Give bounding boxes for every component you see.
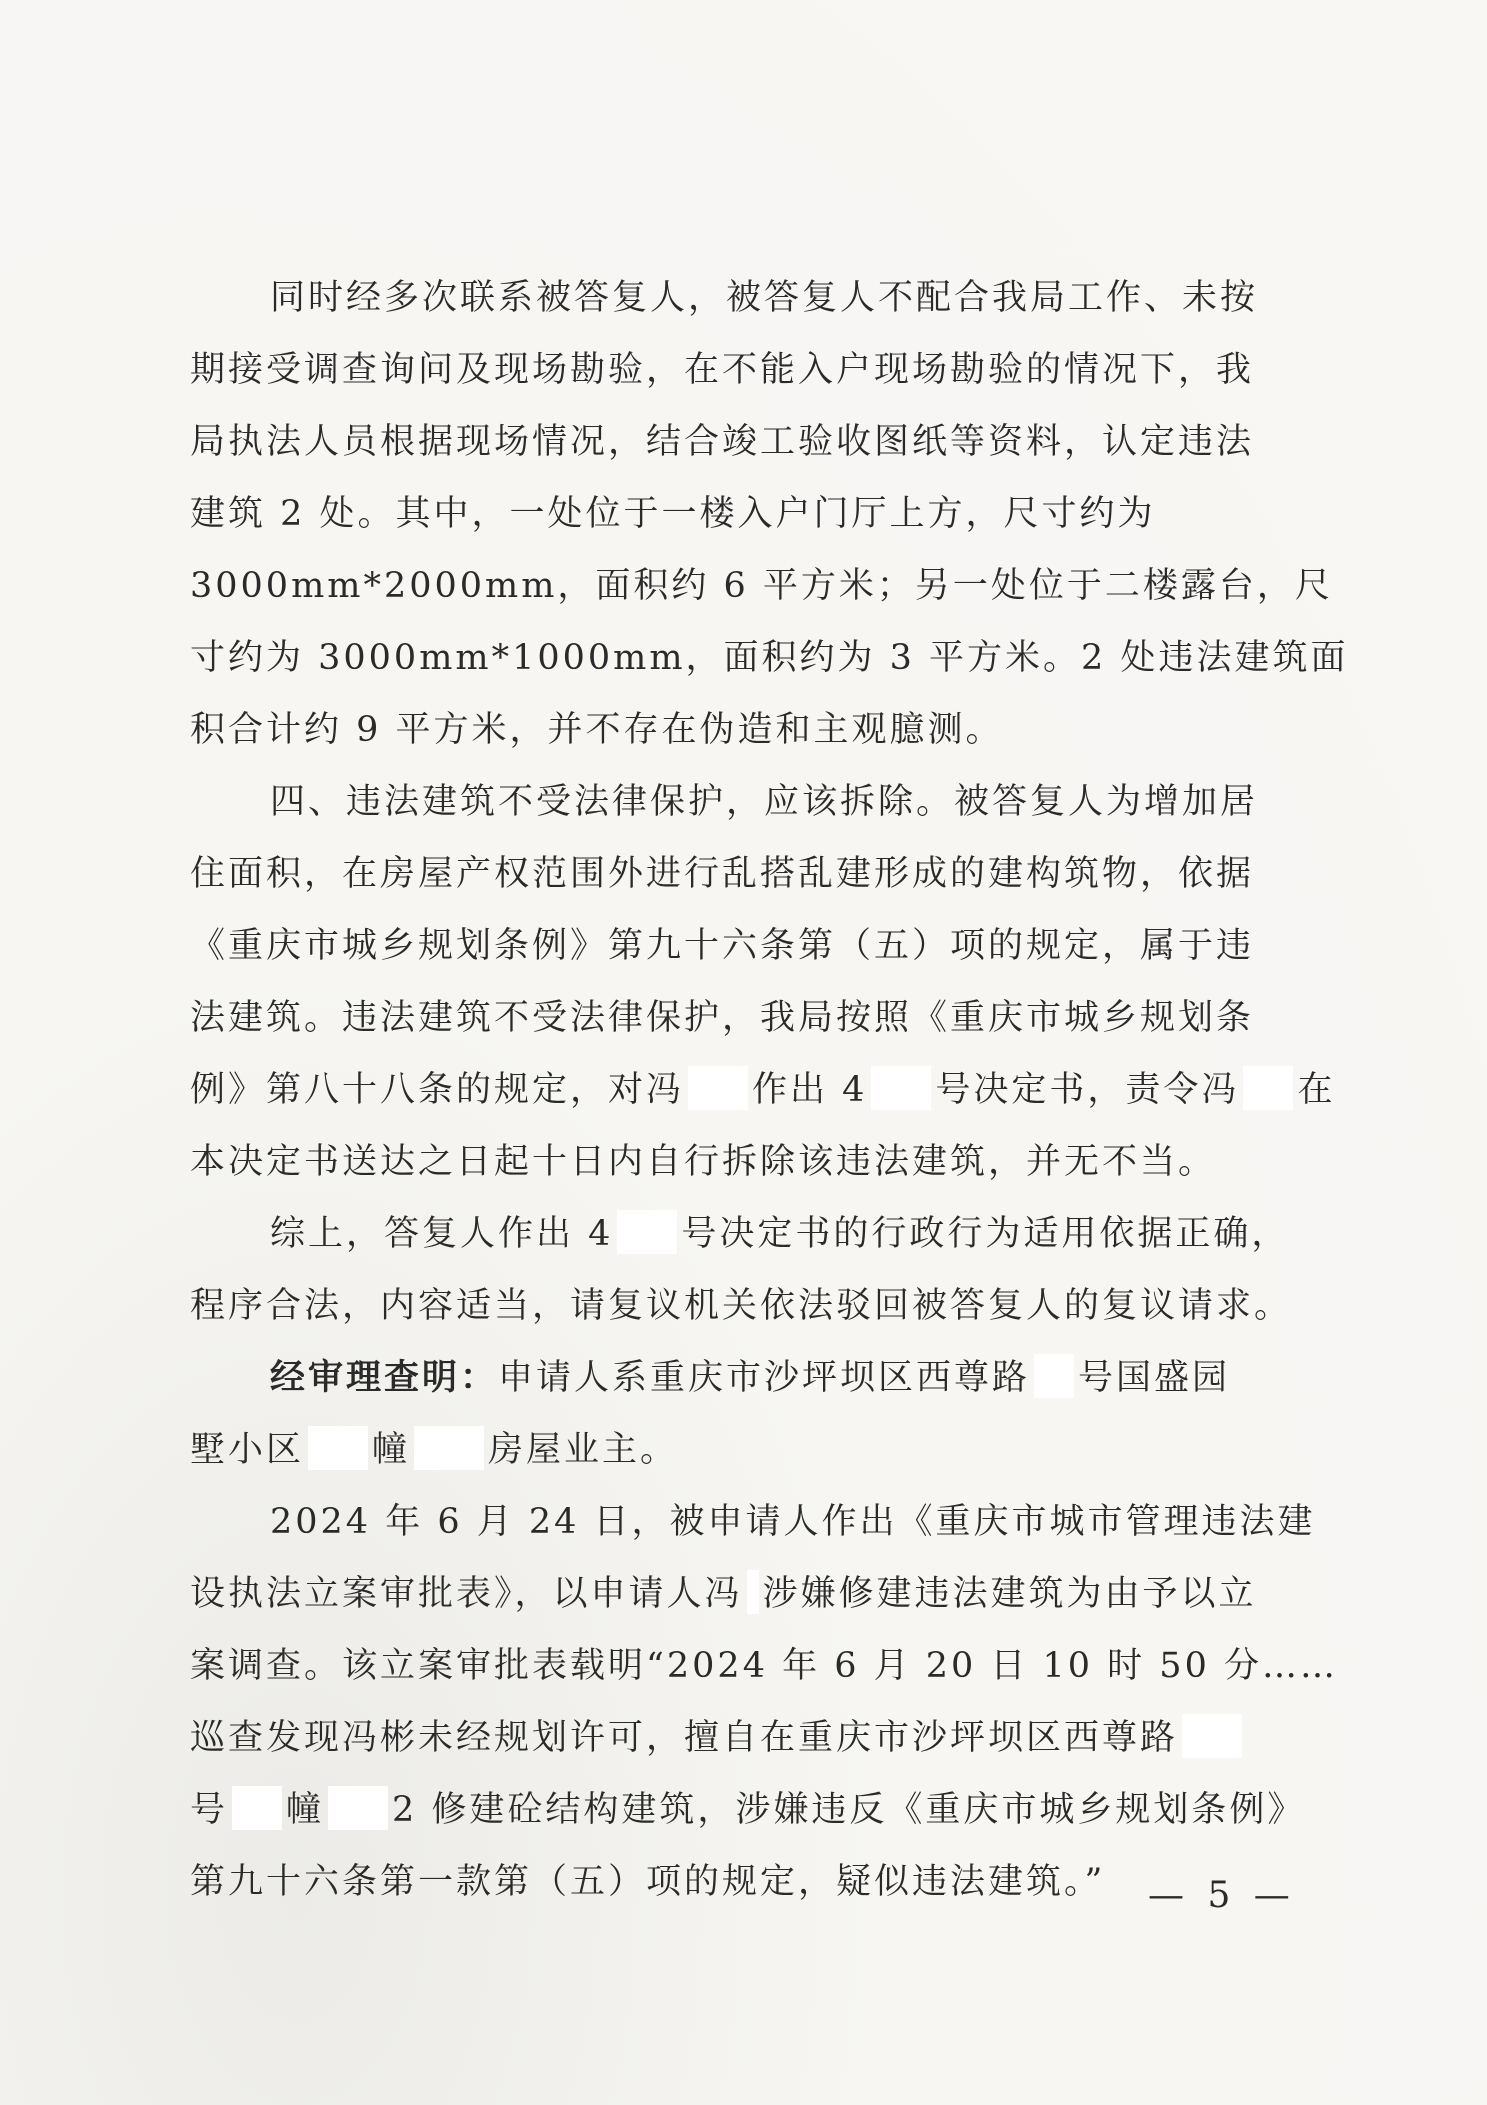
text-segment: 法建筑。违法建筑不受法律保护，我局按照《重庆市城乡规划条 — [190, 998, 1255, 1038]
text-segment: 积合计约 9 平方米，并不存在伪造和主观臆测。 — [190, 710, 1004, 750]
redaction-box — [1243, 1066, 1293, 1110]
text-segment: 案调查。该立案审批表载明“2024 年 6 月 20 日 10 时 50 分…… — [190, 1646, 1338, 1686]
redaction-box — [1182, 1714, 1242, 1758]
text-segment: 程序合法，内容适当，请复议机关依法驳回被答复人的复议请求。 — [190, 1286, 1293, 1326]
redaction-box — [308, 1426, 368, 1470]
section-heading: 经审理查明： — [270, 1357, 499, 1398]
text-segment: 局执法人员根据现场情况，结合竣工验收图纸等资料，认定违法 — [190, 422, 1255, 462]
text-line — [190, 334, 1300, 406]
text-segment: 期接受调查询问及现场勘验，在不能入户现场勘验的情况下，我 — [190, 350, 1255, 390]
text-line — [190, 1198, 1300, 1270]
redaction-box — [871, 1066, 931, 1110]
text-segment: 综上，答复人作出 4 — [270, 1214, 614, 1254]
text-segment: 号决定书，责令冯 — [935, 1070, 1240, 1110]
text-line — [190, 766, 1300, 838]
text-line — [190, 838, 1300, 910]
page-number: — 5 — — [1148, 1875, 1296, 1916]
redaction-box — [1034, 1354, 1074, 1398]
document-body — [190, 262, 1349, 1918]
text-segment: 申请人系重庆市沙坪坝区西尊路 — [498, 1358, 1031, 1398]
text-segment: 号决定书的行政行为适用依据正确， — [681, 1214, 1290, 1254]
text-line — [190, 1558, 1300, 1630]
text-line — [190, 1702, 1300, 1774]
redaction-box — [232, 1786, 282, 1830]
text-segment: 巡查发现冯彬未经规划许可，擅自在重庆市沙坪坝区西尊路 — [190, 1718, 1179, 1758]
text-line — [190, 1846, 1300, 1918]
text-line — [190, 1054, 1336, 1126]
text-line — [190, 622, 1349, 694]
redaction-box — [414, 1426, 484, 1470]
text-line — [190, 1126, 1300, 1198]
text-segment: 墅小区 — [190, 1430, 305, 1470]
text-segment: 3000mm*2000mm，面积约 6 平方米；另一处位于二楼露台，尺 — [190, 566, 1333, 606]
redaction-box — [688, 1066, 748, 1110]
text-segment: 设执法立案审批表》，以申请人冯 — [190, 1574, 743, 1614]
text-segment: 例》第八十八条的规定，对冯 — [190, 1070, 685, 1110]
text-segment: 号 — [190, 1790, 229, 1830]
text-segment: 在 — [1297, 1070, 1336, 1110]
text-line — [190, 1774, 1306, 1846]
text-line — [190, 1414, 1300, 1486]
text-line — [190, 1486, 1316, 1558]
text-line — [190, 1342, 1300, 1414]
redaction-box — [328, 1786, 388, 1830]
text-segment: 幢 — [286, 1790, 325, 1830]
text-segment: 第九十六条第一款第（五）项的规定，疑似违法建筑。” — [190, 1862, 1106, 1902]
text-line — [190, 982, 1300, 1054]
text-segment: 幢 — [372, 1430, 411, 1470]
text-segment: 同时经多次联系被答复人，被答复人不配合我局工作、未按 — [270, 278, 1259, 318]
text-line — [190, 1270, 1300, 1342]
text-line — [190, 694, 1300, 766]
text-segment: 2 修建砼结构建筑，涉嫌违反《重庆市城乡规划条例》 — [392, 1790, 1306, 1830]
text-segment: 号国盛园 — [1078, 1358, 1231, 1398]
text-segment: 住面积，在房屋产权范围外进行乱搭乱建形成的建构筑物，依据 — [190, 854, 1255, 894]
text-line — [190, 1630, 1338, 1702]
text-segment: 涉嫌修建违法建筑为由予以立 — [762, 1574, 1257, 1614]
text-line — [190, 406, 1300, 478]
redaction-box — [747, 1570, 759, 1614]
text-segment: 《重庆市城乡规划条例》第九十六条第（五）项的规定，属于违 — [190, 926, 1255, 966]
text-segment: 建筑 2 处。其中，一处位于一楼入户门厅上方，尺寸约为 — [190, 494, 1156, 534]
text-line — [190, 478, 1300, 550]
text-line — [190, 262, 1300, 334]
text-segment: 2024 年 6 月 24 日，被申请人作出《重庆市城市管理违法建 — [270, 1502, 1316, 1542]
text-segment: 寸约为 3000mm*1000mm，面积约为 3 平方米。2 处违法建筑面 — [190, 638, 1349, 678]
text-segment: 作出 4 — [752, 1070, 868, 1110]
text-segment: 本决定书送达之日起十日内自行拆除该违法建筑，并无不当。 — [190, 1142, 1217, 1182]
text-segment: 四、违法建筑不受法律保护，应该拆除。被答复人为增加居 — [270, 782, 1259, 822]
text-line — [190, 910, 1300, 982]
text-line — [190, 550, 1333, 622]
redaction-box — [617, 1210, 677, 1254]
text-segment: 房屋业主。 — [488, 1430, 679, 1470]
